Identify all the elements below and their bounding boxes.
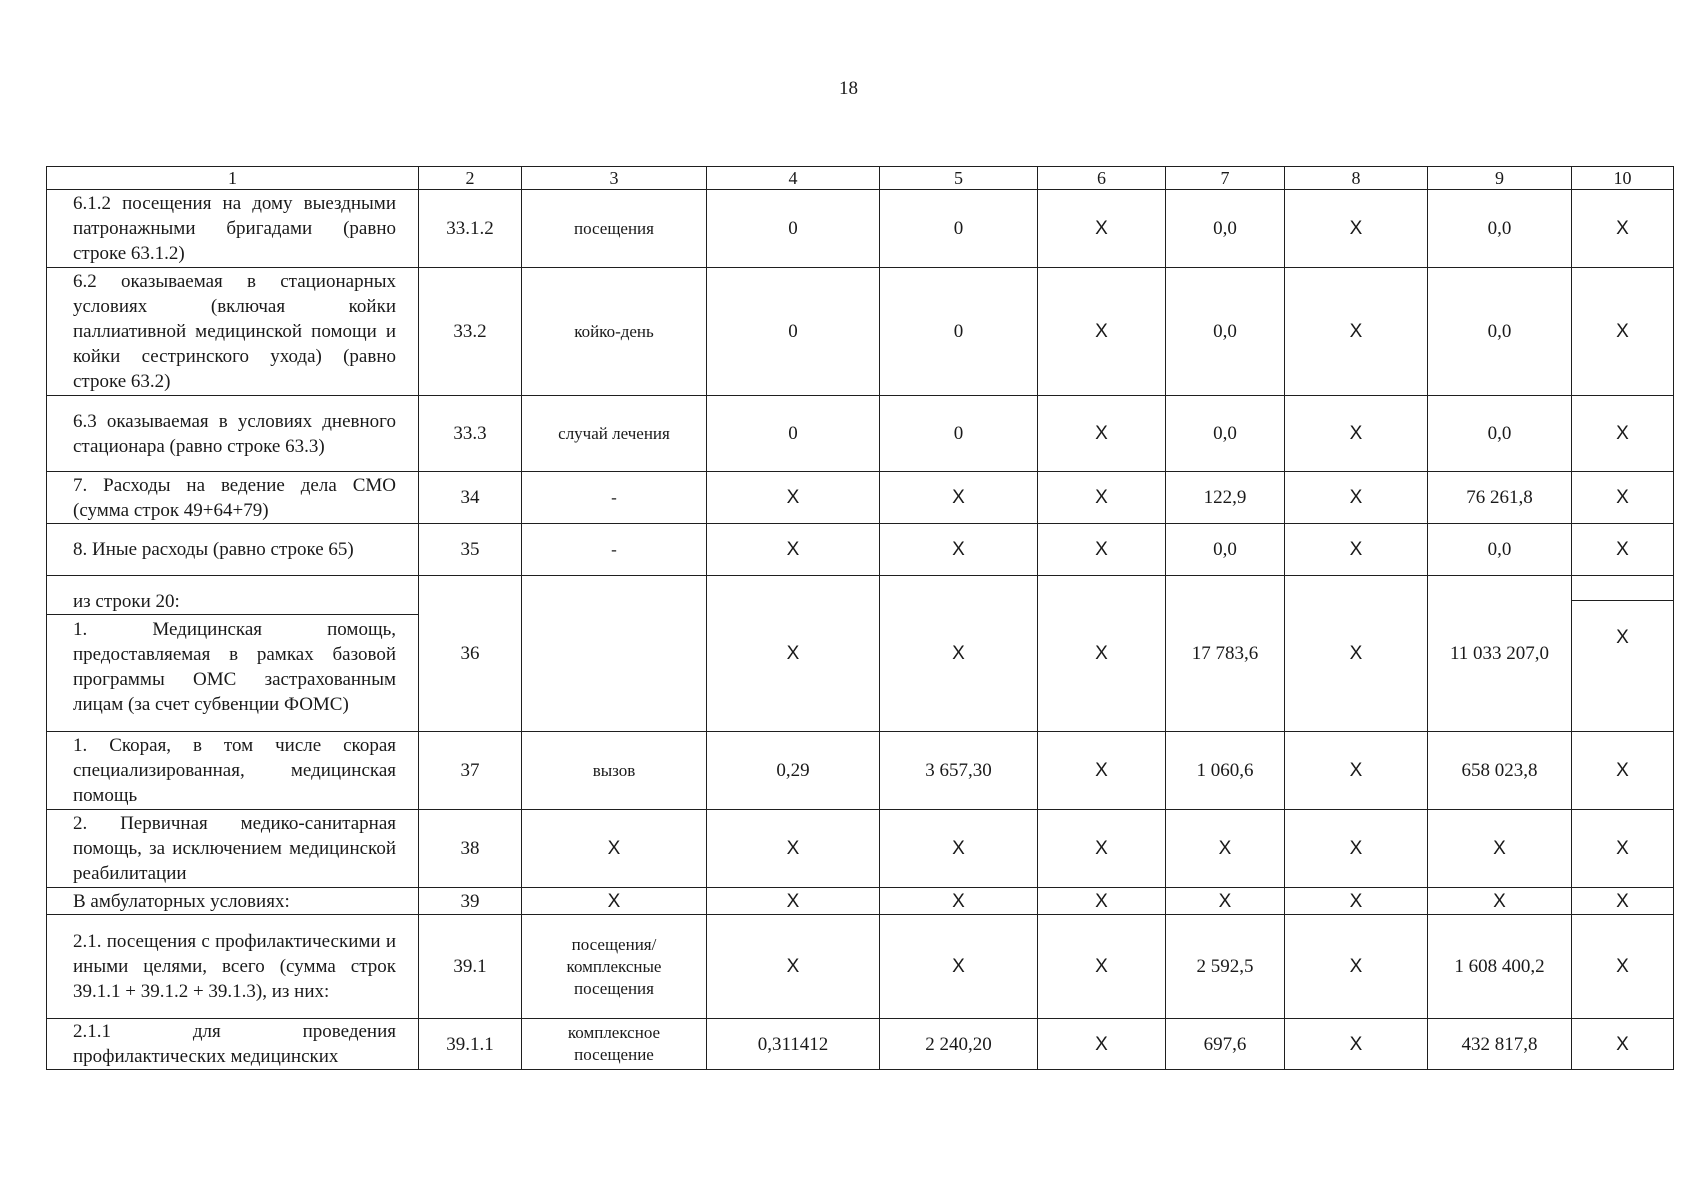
row-unit: случай лечения	[522, 396, 707, 472]
page-number: 18	[839, 78, 858, 99]
cell-col9: 0,0	[1428, 524, 1572, 576]
cell-col10-value: X	[1616, 627, 1629, 648]
row-name: 7. Расходы на ведение дела СМО (сумма строк 49+64+79)	[47, 472, 419, 524]
row-name: 1. Скорая, в том числе скорая специализированная, медицинская помощь	[47, 732, 419, 810]
row-name: В амбулаторных условиях:	[47, 888, 419, 915]
cell-col5: X	[880, 915, 1038, 1019]
cell-col10: X	[1572, 472, 1674, 524]
cell-col10: X	[1572, 915, 1674, 1019]
cell-col6: X	[1038, 472, 1166, 524]
header-cell: 7	[1166, 167, 1285, 190]
cell-col8: X	[1285, 190, 1428, 268]
cell-col4: X	[707, 888, 880, 915]
row-unit	[522, 576, 707, 732]
header-cell: 3	[522, 167, 707, 190]
row-code: 36	[419, 576, 522, 732]
row-name: 2. Первичная медико-санитарная помощь, за исключением медицинской реабилитации	[47, 810, 419, 888]
cell-col7: X	[1166, 810, 1285, 888]
header-cell: 8	[1285, 167, 1428, 190]
row-code: 33.1.2	[419, 190, 522, 268]
cell-col5: 0	[880, 190, 1038, 268]
cell-col6: X	[1038, 268, 1166, 396]
cell-col6: X	[1038, 1019, 1166, 1070]
table-row	[47, 472, 1674, 524]
cell-col8: X	[1285, 1019, 1428, 1070]
cell-col4: X	[707, 524, 880, 576]
cell-col9: X	[1428, 810, 1572, 888]
cell-col8: X	[1285, 524, 1428, 576]
row-unit: вызов	[522, 732, 707, 810]
row-name	[47, 576, 419, 732]
table-row	[47, 810, 1674, 888]
table-row	[47, 524, 1674, 576]
cell-col5: X	[880, 472, 1038, 524]
cell-col9: X	[1428, 888, 1572, 915]
cell-col7: 17 783,6	[1166, 576, 1285, 732]
header-cell: 4	[707, 167, 880, 190]
cell-col9: 76 261,8	[1428, 472, 1572, 524]
table-row	[47, 888, 1674, 915]
cell-col7: 2 592,5	[1166, 915, 1285, 1019]
cell-col6: X	[1038, 524, 1166, 576]
cell-col5: X	[880, 810, 1038, 888]
row-code: 39	[419, 888, 522, 915]
row-prefix: из строки 20:	[47, 590, 418, 615]
table-row	[47, 732, 1674, 810]
row-code: 39.1.1	[419, 1019, 522, 1070]
table-row	[47, 268, 1674, 396]
cell-col10: X	[1572, 1019, 1674, 1070]
row-code: 34	[419, 472, 522, 524]
cell-col7: 697,6	[1166, 1019, 1285, 1070]
cell-col9: 658 023,8	[1428, 732, 1572, 810]
cell-col4: 0,311412	[707, 1019, 880, 1070]
row-name: 6.1.2 посещения на дому выездными патронажными бригадами (равно строке 63.1.2)	[47, 190, 419, 268]
row-unit: X	[522, 810, 707, 888]
cell-col8: X	[1285, 576, 1428, 732]
cell-col4: 0	[707, 396, 880, 472]
cell-col10	[1572, 576, 1674, 732]
cell-col6: X	[1038, 732, 1166, 810]
cell-col5: 2 240,20	[880, 1019, 1038, 1070]
row-code: 35	[419, 524, 522, 576]
cell-col8: X	[1285, 810, 1428, 888]
row-unit: посещения/ комплексные посещения	[522, 915, 707, 1019]
table-row	[47, 1019, 1674, 1070]
cell-col7: X	[1166, 888, 1285, 915]
cell-col6: X	[1038, 810, 1166, 888]
row-name: 8. Иные расходы (равно строке 65)	[47, 524, 419, 576]
cell-col9: 0,0	[1428, 268, 1572, 396]
cell-col4: X	[707, 472, 880, 524]
cell-col5: 0	[880, 396, 1038, 472]
cell-col5: X	[880, 524, 1038, 576]
table-row	[47, 190, 1674, 268]
row-name	[47, 1019, 419, 1070]
cell-col9: 0,0	[1428, 396, 1572, 472]
table-body	[47, 167, 1674, 1070]
header-cell: 2	[419, 167, 522, 190]
cell-col10-top	[1572, 576, 1673, 601]
cell-col4: 0	[707, 268, 880, 396]
cell-col8: X	[1285, 396, 1428, 472]
cell-col4: X	[707, 576, 880, 732]
row-name: 6.3 оказываемая в условиях дневного стационара (равно строке 63.3)	[47, 396, 419, 472]
row-unit: -	[522, 472, 707, 524]
cell-col7: 0,0	[1166, 190, 1285, 268]
header-cell: 9	[1428, 167, 1572, 190]
cell-col8: X	[1285, 472, 1428, 524]
cell-col6: X	[1038, 888, 1166, 915]
cell-col8: X	[1285, 888, 1428, 915]
cell-col9: 432 817,8	[1428, 1019, 1572, 1070]
row-unit: -	[522, 524, 707, 576]
row-code: 38	[419, 810, 522, 888]
table-row	[47, 576, 1674, 732]
row-code: 37	[419, 732, 522, 810]
cell-col8: X	[1285, 268, 1428, 396]
cell-col7: 122,9	[1166, 472, 1285, 524]
header-cell: 6	[1038, 167, 1166, 190]
cell-col5: X	[880, 888, 1038, 915]
cell-col10: X	[1572, 888, 1674, 915]
cell-col9: 11 033 207,0	[1428, 576, 1572, 732]
cell-col9: 0,0	[1428, 190, 1572, 268]
row-code: 33.2	[419, 268, 522, 396]
cell-col7: 0,0	[1166, 524, 1285, 576]
cell-col6: X	[1038, 190, 1166, 268]
row-name: 2.1. посещения с профилактическими и иными целями, всего (сумма строк 39.1.1 + 39.1.2 + 39.1.3), из них:	[47, 915, 419, 1019]
cell-col9: 1 608 400,2	[1428, 915, 1572, 1019]
cell-col8: X	[1285, 732, 1428, 810]
cell-col10: X	[1572, 268, 1674, 396]
cell-col4: 0	[707, 190, 880, 268]
cell-col5: X	[880, 576, 1038, 732]
cell-col7: 1 060,6	[1166, 732, 1285, 810]
cell-col6: X	[1038, 915, 1166, 1019]
row-name: 6.2 оказываемая в стационарных условиях (включая койки паллиативной медицинской помощи и койки сестринского ухода) (равно строке 63.2)	[47, 268, 419, 396]
table-row	[47, 915, 1674, 1019]
row-unit: посещения	[522, 190, 707, 268]
table-header-row	[47, 167, 1674, 190]
cell-col5: 0	[880, 268, 1038, 396]
header-cell: 10	[1572, 167, 1674, 190]
cell-col8: X	[1285, 915, 1428, 1019]
cell-col10: X	[1572, 190, 1674, 268]
row-unit: X	[522, 888, 707, 915]
cell-col6: X	[1038, 396, 1166, 472]
header-cell: 1	[47, 167, 419, 190]
row-unit: комплексное посещение	[522, 1019, 707, 1070]
cell-col5: 3 657,30	[880, 732, 1038, 810]
cell-col10: X	[1572, 732, 1674, 810]
cell-col10: X	[1572, 524, 1674, 576]
row-name-text: 1. Медицинская помощь, предоставляемая в рамках базовой программы ОМС застрахованным лицам (за счет субвенции ФОМС)	[73, 619, 396, 715]
cell-col6: X	[1038, 576, 1166, 732]
table-row	[47, 396, 1674, 472]
row-code: 39.1	[419, 915, 522, 1019]
cell-col4: X	[707, 915, 880, 1019]
cell-col4: 0,29	[707, 732, 880, 810]
cell-col7: 0,0	[1166, 268, 1285, 396]
header-cell: 5	[880, 167, 1038, 190]
row-unit: койко-день	[522, 268, 707, 396]
row-code: 33.3	[419, 396, 522, 472]
row-name-text: 2.1.1 для проведения профилактических медицинских	[73, 1021, 396, 1067]
cell-col7: 0,0	[1166, 396, 1285, 472]
financing-table	[46, 166, 1674, 1070]
cell-col10: X	[1572, 810, 1674, 888]
cell-col4: X	[707, 810, 880, 888]
cell-col10: X	[1572, 396, 1674, 472]
